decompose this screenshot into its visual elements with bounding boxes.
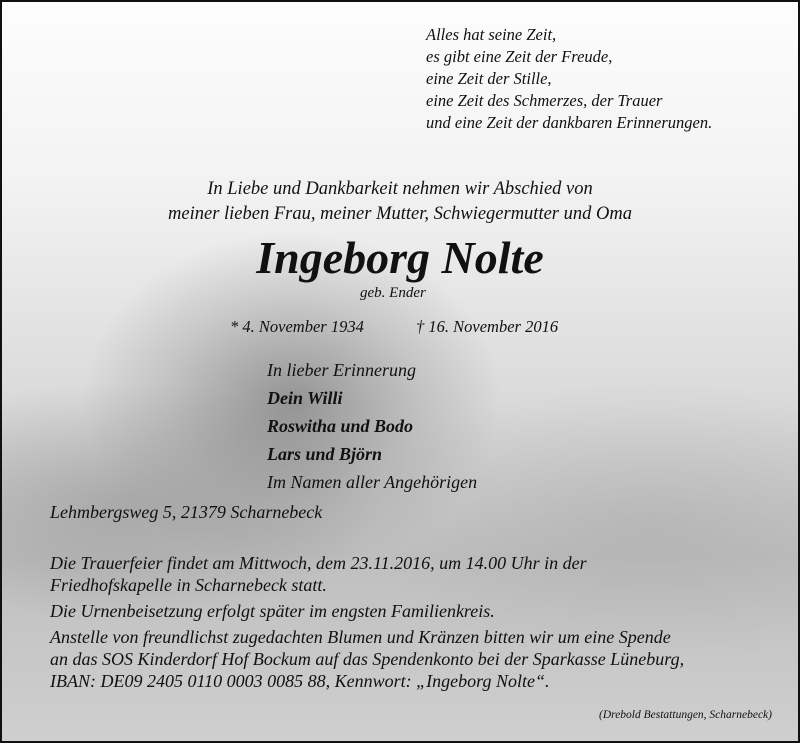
urn-note: Die Urnenbeisetzung erfolgt später im engsten Familienkreis. xyxy=(50,601,495,621)
notes xyxy=(50,552,790,696)
address: Lehmbergsweg 5, 21379 Scharnebeck xyxy=(50,502,323,522)
poem-line: eine Zeit des Schmerzes, der Trauer xyxy=(426,91,663,110)
poem-line: eine Zeit der Stille, xyxy=(426,69,552,88)
note-line: Die Trauerfeier findet am Mittwoch, dem 23.11.2016, um 14.00 Uhr in der xyxy=(50,553,587,573)
poem-line: es gibt eine Zeit der Freude, xyxy=(426,47,613,66)
death-date: † 16. November 2016 xyxy=(416,317,559,336)
note-line: Anstelle von freundlichst zugedachten Blumen und Kränzen bitten wir um eine Spende xyxy=(50,627,671,647)
note-line: Friedhofskapelle in Scharnebeck statt. xyxy=(50,575,327,595)
intro-line: In Liebe und Dankbarkeit nehmen wir Abschied von xyxy=(207,179,593,199)
note-line: IBAN: DE09 2405 0110 0003 0085 88, Kennwort: „Ingeborg Nolte“. xyxy=(50,671,550,691)
intro-text xyxy=(2,177,798,227)
memory-heading: In lieber Erinnerung xyxy=(267,360,416,380)
funeral-home-credit: (Drebold Bestattungen, Scharnebeck) xyxy=(599,709,772,721)
intro-line: meiner lieben Frau, meiner Mutter, Schwiegermutter und Oma xyxy=(168,204,632,224)
deceased-name: Ingeborg Nolte xyxy=(256,232,544,283)
mourner-name: Roswitha und Bodo xyxy=(267,416,414,436)
poem-line: und eine Zeit der dankbaren Erinnerungen. xyxy=(426,113,713,132)
poem xyxy=(426,24,712,134)
poem-line: Alles hat seine Zeit, xyxy=(426,25,557,44)
memory-footer: Im Namen aller Angehörigen xyxy=(267,472,478,492)
mourner-name: Lars und Björn xyxy=(267,444,383,464)
funeral-note xyxy=(50,552,790,596)
donation-note xyxy=(50,626,790,692)
birth-date: * 4. November 1934 xyxy=(230,317,364,336)
note-line: an das SOS Kinderdorf Hof Bockum auf das Spendenkonto bei der Sparkasse Lüneburg, xyxy=(50,649,685,669)
mourner-name: Dein Willi xyxy=(267,388,343,408)
maiden-name: geb. Ender xyxy=(360,285,426,301)
memory-block xyxy=(267,356,477,496)
